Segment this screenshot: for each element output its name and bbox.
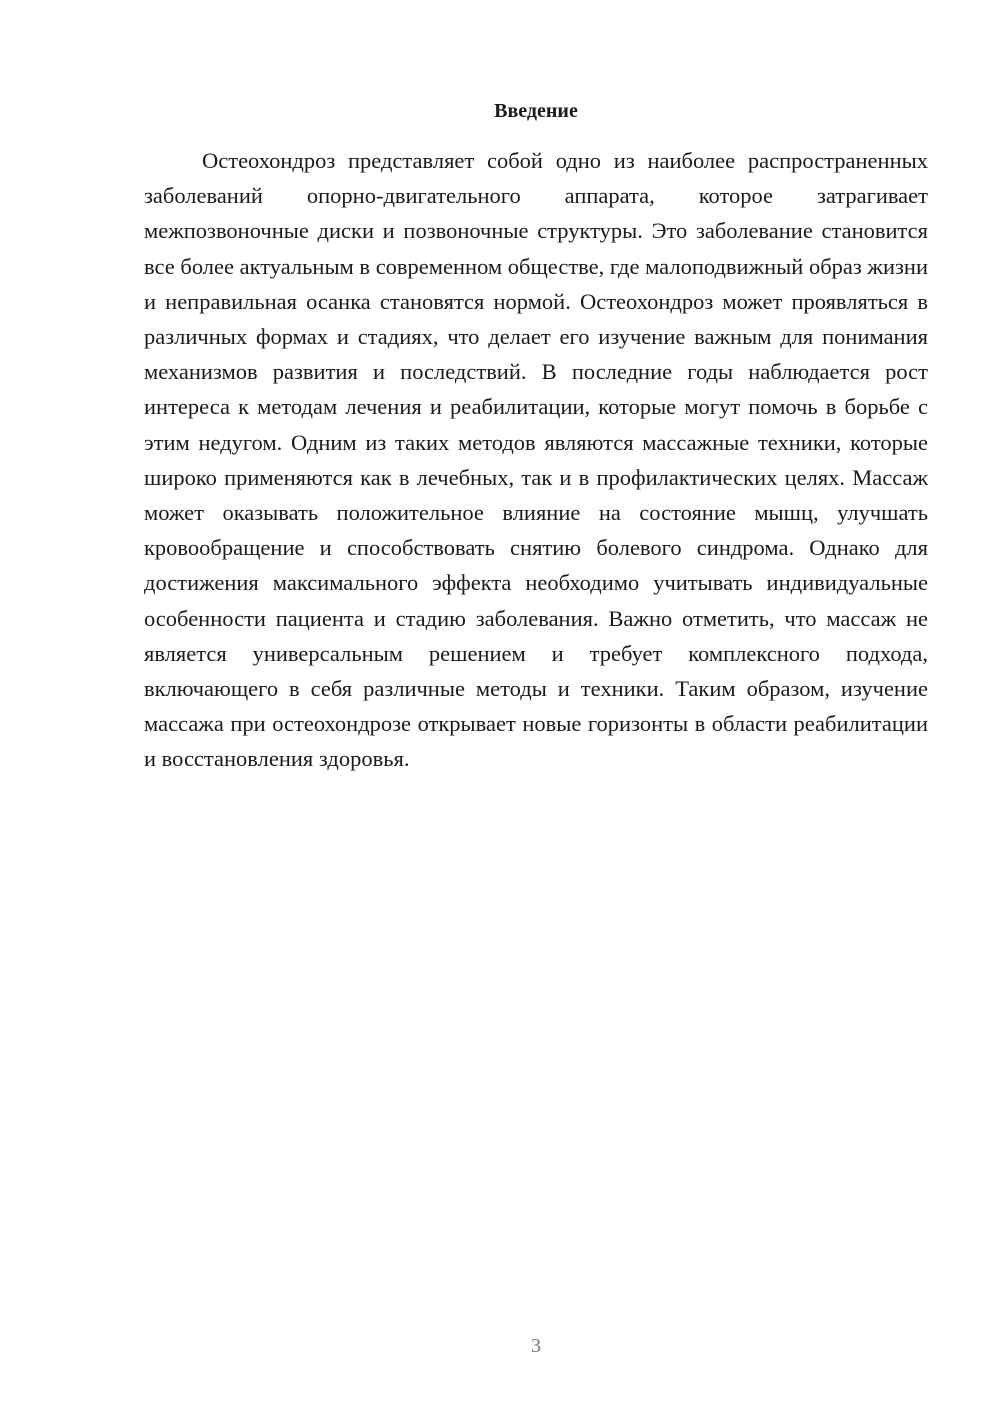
body-paragraph: Остеохондроз представляет собой одно из наиболее распространенных заболеваний опорно-двигательного аппарата, которое затрагивает межпозвоночные диски и позвоночные структуры. Это заболевание становится все более актуальным в современном обществе, где малоподвижный образ жизни и неправильная осанка становятся нормой. Остеохондроз может проявляться в различных формах и стадиях, что делает его изучение важным для понимания механизмов развития и последствий. В последние годы наблюдается рост интереса к методам лечения и реабилитации, которые могут помочь в борьбе с этим недугом. Одним из таких методов являются массажные техники, которые широко применяются как в лечебных, так и в профилактических целях. Массаж может оказывать положительное влияние на состояние мышц, улучшать кровообращение и способствовать снятию болевого синдрома. Однако для достижения максимального эффекта необходимо учитывать индивидуальные особенности пациента и стадию заболевания. Важно отметить, что массаж не является универсальным решением и требует комплексного подхода, включающего в себя различные методы и техники. Таким образом, изучение массажа при остеохондрозе открывает новые горизонты в области реабилитации и восстановления здоровья. — [144, 148, 928, 772]
page-number: 3 — [531, 1335, 541, 1357]
section-heading: Введение — [494, 100, 578, 122]
